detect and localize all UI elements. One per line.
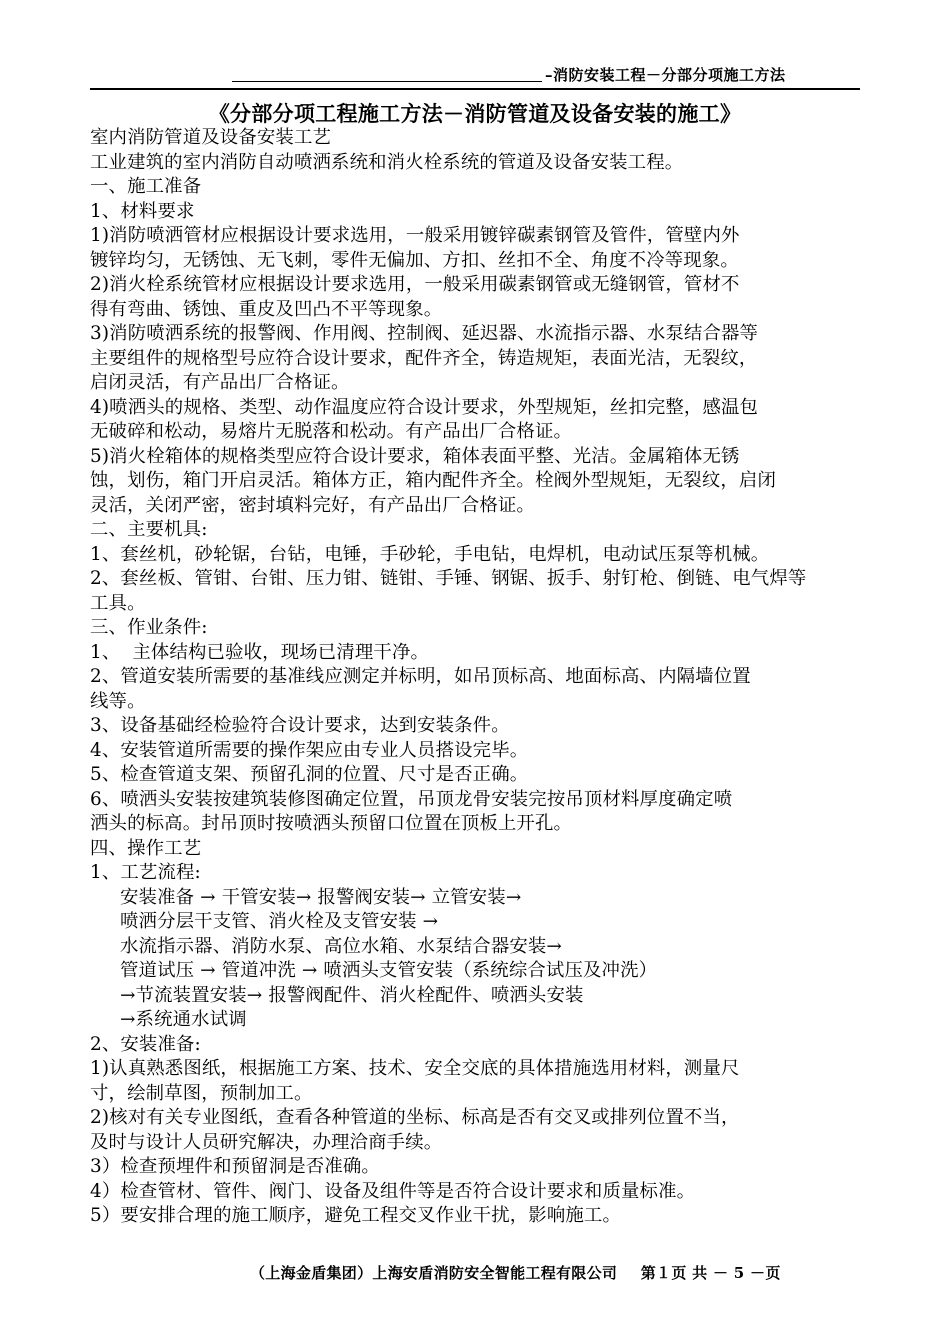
document-title: 《分部分项工程施工方法－消防管道及设备安装的施工》 xyxy=(208,101,742,126)
text-line: 4）检查管材、管件、阀门、设备及组件等是否符合设计要求和质量标准。 xyxy=(90,1180,696,1202)
text-line: 洒头的标高。封吊顶时按喷洒头预留口位置在顶板上开孔。 xyxy=(90,813,573,834)
text-line: 1、套丝机，砂轮锯，台钻，电锤，手砂轮，手电钻，电焊机，电动试压泵等机械。 xyxy=(90,543,770,565)
text-line: 5)消火栓箱体的规格类型应符合设计要求，箱体表面平整、光洁。金属箱体无锈 xyxy=(90,445,740,467)
text-line: 1)消防喷洒管材应根据设计要求选用，一般采用镀锌碳素钢管及管件，管壁内外 xyxy=(90,225,740,246)
footer-company: （上海金盾集团）上海安盾消防安全智能工程有限公司 xyxy=(250,1264,618,1282)
text-line: 5）要安排合理的施工顺序，避免工程交叉作业干扰，影响施工。 xyxy=(90,1205,621,1226)
subsection-heading: 1、材料要求 xyxy=(90,200,195,222)
process-flow-line: 喷洒分层干支管、消火栓及支管安装 → xyxy=(120,911,439,932)
section-heading: 二、主要机具: xyxy=(90,519,208,540)
text-line: 寸，绘制草图，预制加工。 xyxy=(90,1082,313,1104)
text-line: 镀锌均匀，无锈蚀、无飞刺，零件无偏加、方扣、丝扣不全、角度不冷等现象。 xyxy=(90,249,739,271)
text-line: 蚀，划伤，箱门开启灵活。箱体方正，箱内配件齐全。栓阀外型规矩，无裂纹，启闭 xyxy=(90,470,777,491)
text-line: 得有弯曲、锈蚀、重皮及凹凸不平等现象。 xyxy=(90,298,443,320)
footer-page-number: 第１页 共 － 5 －页 xyxy=(640,1264,781,1282)
text-line: 工具。 xyxy=(90,592,146,614)
section-heading: 四、操作工艺 xyxy=(90,837,202,859)
text-line: 及时与设计人员研究解决，办理洽商手续。 xyxy=(90,1131,443,1153)
subsection-heading: 1、工艺流程: xyxy=(90,862,201,883)
text-line: 主要组件的规格型号应符合设计要求，配件齐全，铸造规矩，表面光洁，无裂纹， xyxy=(90,347,758,369)
process-flow-line: →系统通水试调 xyxy=(120,1009,247,1030)
header-text: –消防安装工程－分部分项施工方法 xyxy=(545,66,786,84)
header-underline xyxy=(232,81,542,82)
text-line: 1、 主体结构已验收，现场已清理干净。 xyxy=(90,641,430,663)
text-line: 6、喷洒头安装按建筑装修图确定位置，吊顶龙骨安装完按吊顶材料厚度确定喷 xyxy=(90,788,733,810)
process-flow-line: 安装准备 → 干管安装→ 报警阀安装→ 立管安装→ xyxy=(120,886,522,908)
page-footer xyxy=(250,1262,799,1283)
text-line: 3、设备基础经检验符合设计要求，达到安装条件。 xyxy=(90,715,510,736)
text-line: 工业建筑的室内消防自动喷洒系统和消火栓系统的管道及设备安装工程。 xyxy=(90,151,684,173)
text-line: 5、检查管道支架、预留孔洞的位置、尺寸是否正确。 xyxy=(90,764,529,785)
text-line: 2、管道安装所需要的基准线应测定并标明，如吊顶标高、地面标高、内隔墙位置 xyxy=(90,666,751,687)
text-line: 无破碎和松动，易熔片无脱落和松动。有产品出厂合格证。 xyxy=(90,421,573,442)
process-flow-line: 管道试压 → 管道冲洗 → 喷洒头支管安装（系统综合试压及冲洗） xyxy=(120,960,658,981)
subsection-heading: 2、安装准备: xyxy=(90,1033,201,1055)
document-body xyxy=(90,126,860,1229)
process-flow-line: →节流装置安装→ 报警阀配件、消火栓配件、喷洒头安装 xyxy=(120,984,584,1006)
text-line: 2)消火栓系统管材应根据设计要求选用，一般采用碳素钢管或无缝钢管，管材不 xyxy=(90,274,740,295)
section-heading: 三、作业条件: xyxy=(90,617,208,638)
text-line: 3)消防喷洒系统的报警阀、作用阀、控制阀、延迟器、水流指示器、水泵结合器等 xyxy=(90,323,759,344)
text-line: 3）检查预埋件和预留洞是否准确。 xyxy=(90,1156,380,1177)
text-line: 4)喷洒头的规格、类型、动作温度应符合设计要求，外型规矩，丝扣完整，感温包 xyxy=(90,396,759,418)
text-line: 室内消防管道及设备安装工艺 xyxy=(90,127,332,148)
text-line: 2)核对有关专业图纸，查看各种管道的坐标、标高是否有交叉或排列位置不当， xyxy=(90,1107,740,1128)
process-flow-line: 水流指示器、消防水泵、高位水箱、水泵结合器安装→ xyxy=(120,935,562,957)
text-line: 启闭灵活，有产品出厂合格证。 xyxy=(90,372,350,393)
text-line: 线等。 xyxy=(90,690,146,712)
text-line: 1)认真熟悉图纸，根据施工方案、技术、安全交底的具体措施选用材料，测量尺 xyxy=(90,1058,740,1079)
text-line: 4、安装管道所需要的操作架应由专业人员搭设完毕。 xyxy=(90,739,529,761)
section-heading: 一、施工准备 xyxy=(90,176,202,197)
text-line: 2、套丝板、管钳、台钳、压力钳、链钳、手锤、钢锯、扳手、射钉枪、倒链、电气焊等 xyxy=(90,568,807,589)
text-line: 灵活，关闭严密，密封填料完好，有产品出厂合格证。 xyxy=(90,494,535,516)
page-header xyxy=(90,64,860,90)
